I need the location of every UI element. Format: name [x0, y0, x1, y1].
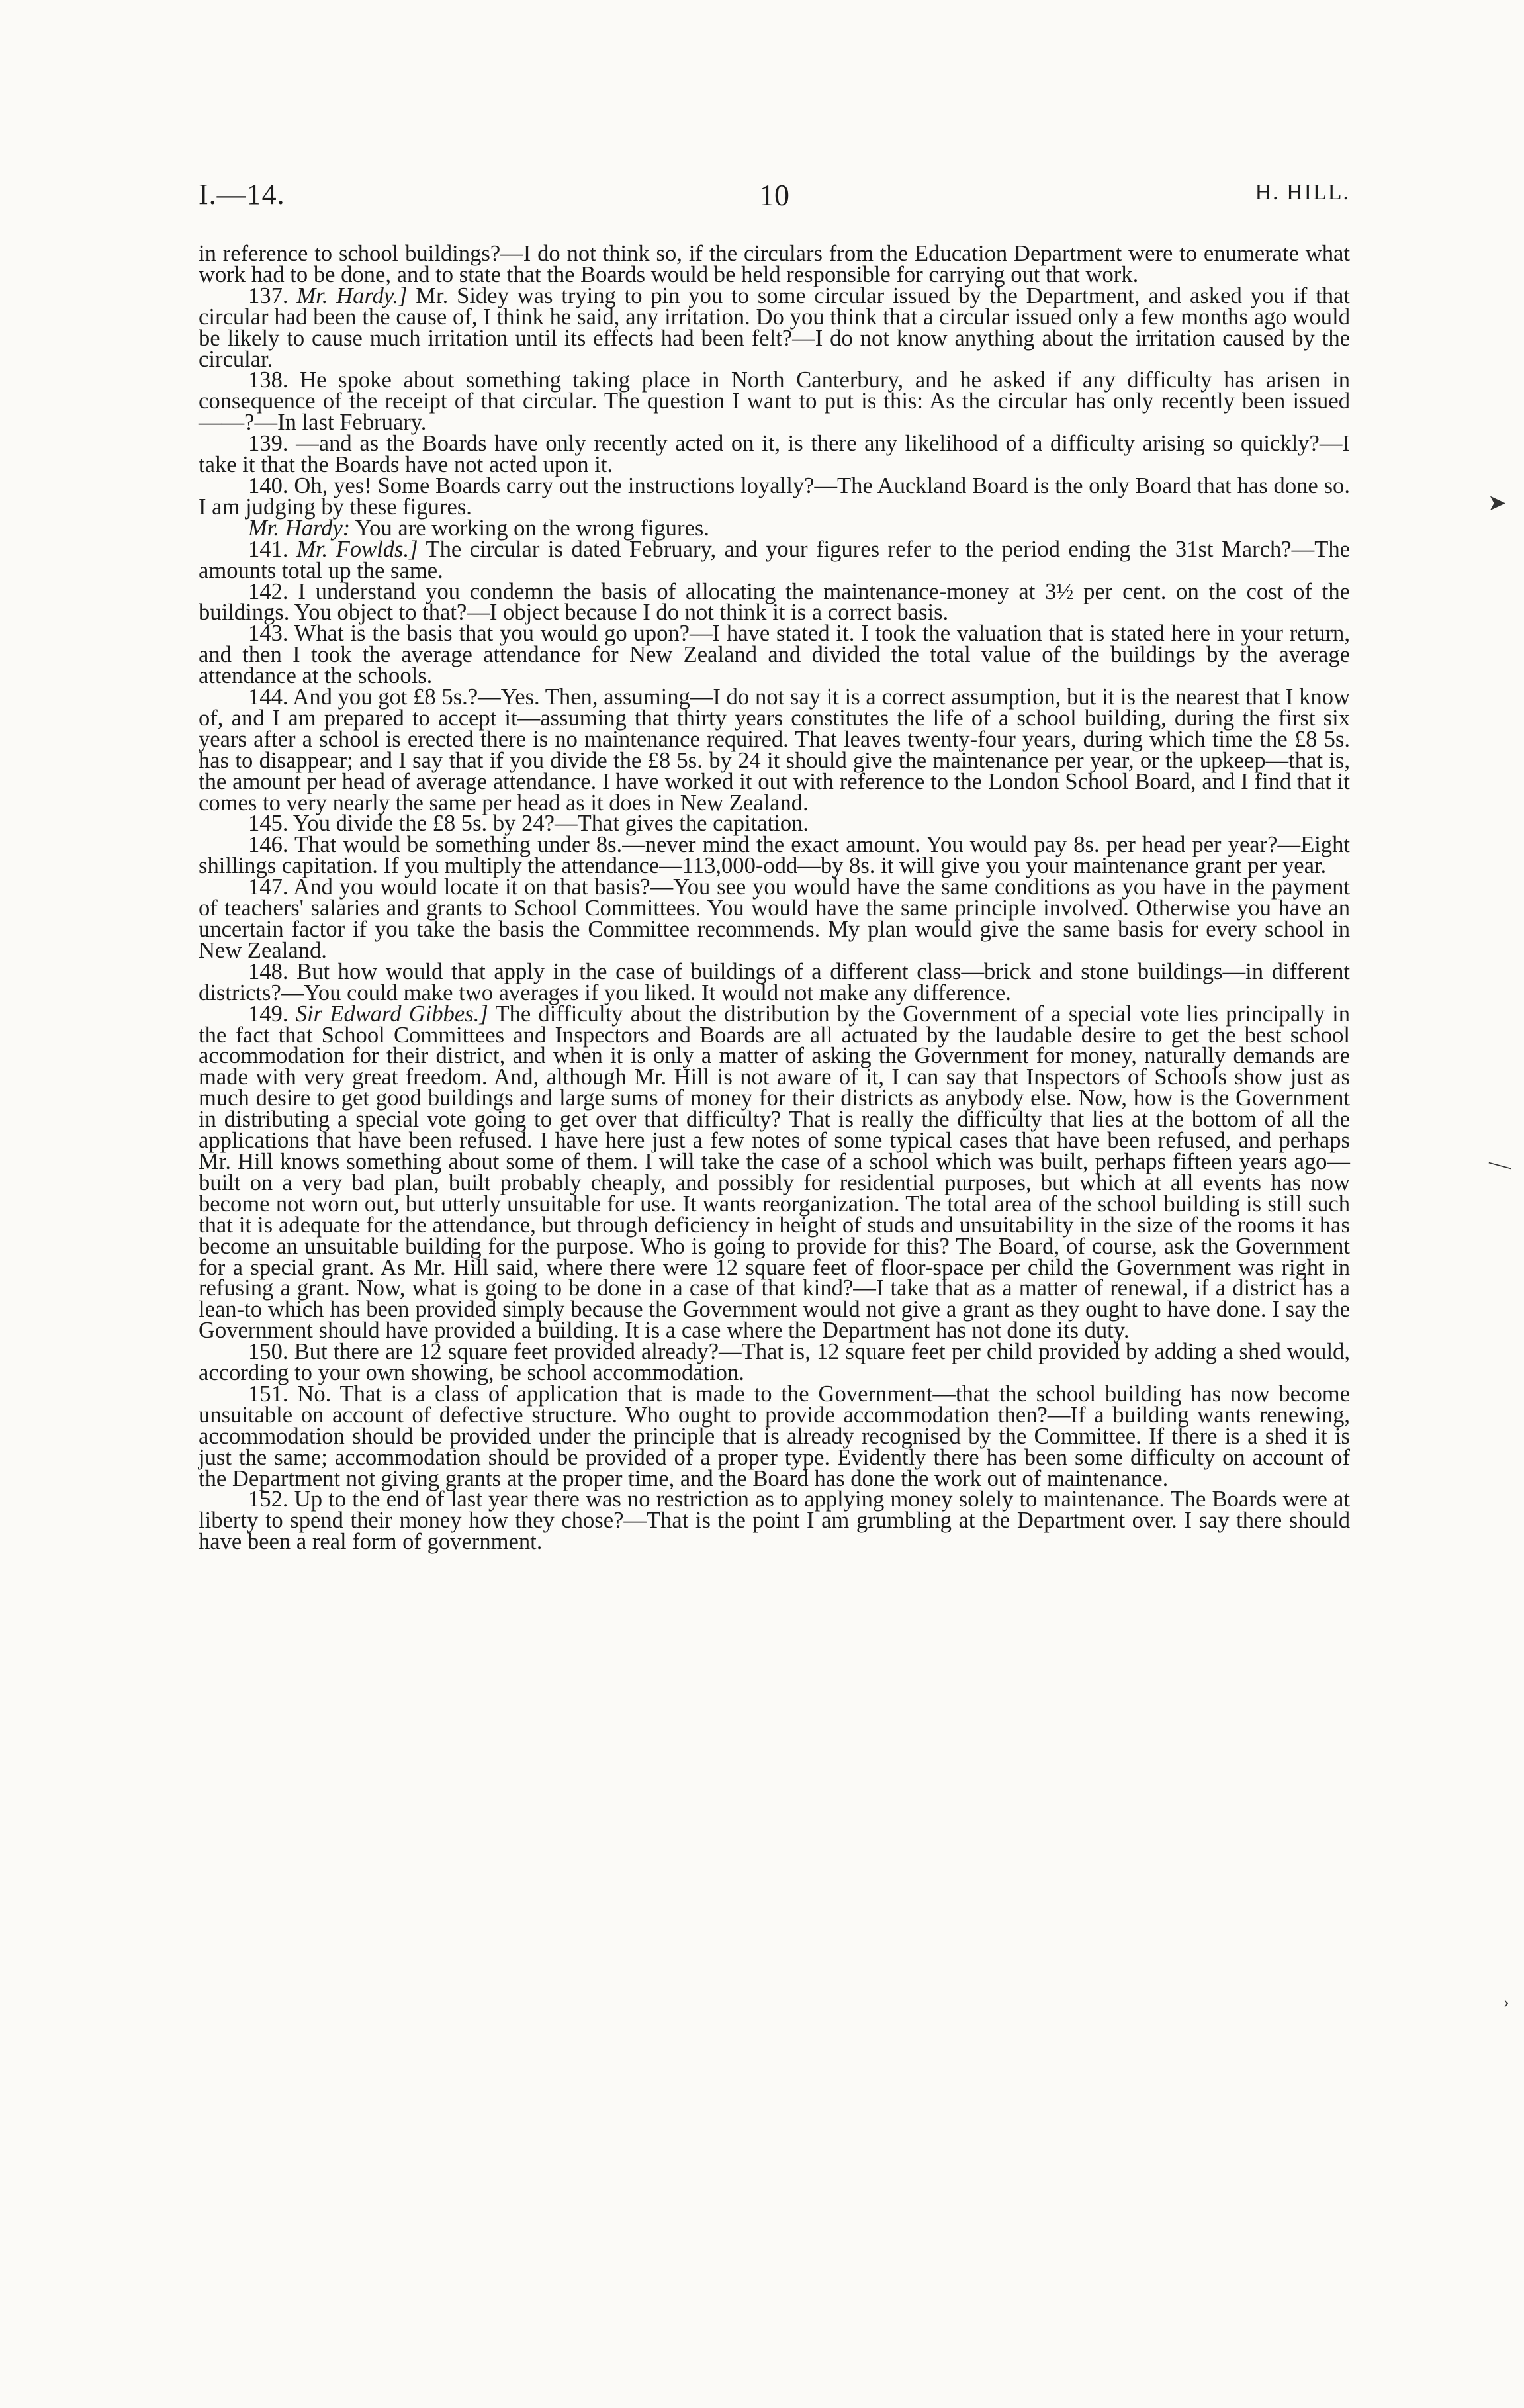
question-152: 152. Up to the end of last year there was no restriction as to applying money solely to maintenance. The Boards were at liberty to spend their money how they chose?—That is the point I am grumbling at the Department over. I say there should have been a real form of government. — [199, 1487, 1350, 1555]
evidence-text — [199, 241, 1351, 1555]
question-149: 149. Sir Edward Gibbes.] The difficulty about the distribution by the Government of a special vote lies principally in the fact that School Committees and Inspectors and Boards are all actuated by the laudable desire to get the best school accommodation for their district, and when it is only a matter of asking the Government for money, naturally demands are made with very great freedom. And, although Mr. Hill is not aware of it, I can say that Inspectors of Schools show just as much desire to get good buildings and large sums of money for their districts as anybody else. Now, how is the Government in distributing a special vote going to get over that difficulty? That is really the difficulty that lies at the bottom of all the applications that have been refused. I have here just a few notes of some typical cases that have been refused, and perhaps Mr. Hill knows something about some of them. I will take the case of a school which was built, perhaps fifteen years ago—built on a very bad plan, built probably cheaply, and possibly for residential purposes, but which at all events has now become not worn out, but utterly unsuitable for use. It wants reorganization. The total area of the school building is still such that it is adequate for the attendance, but through deficiency in height of studs and unsuitability in the size of the rooms it has become an unsuitable building for the purpose. Who is going to provide for this? The Board, of course, ask the Government for a special grant. As Mr. Hill said, where there were 12 square feet of floor-space per child the Government was right in refusing a grant. Now, what is going to be done in a case of that kind?—I take that as a matter of renewal, if a district has a lean-to which has been provided simply because the Government would not give a grant as they ought to have done. I say the Government should have provided a building. It is a case where the Department has not done its duty. — [199, 1001, 1350, 1344]
question-144: 144. And you got £8 5s.?—Yes. Then, assuming—I do not say it is a correct assumption, but it is the nearest that I know of, and I am prepared to accept it—assuming that thirty years constitutes the life of a school building, during the first six years after a school is erected there is no maintenance required. That leaves twenty-four years, during which time the £8 5s. has to disappear; and I say that if you divide the £8 5s. by 24 it should give the maintenance per year, or the upkeep—that is, the amount per head of average attendance. I have worked it out with reference to the London School Board, and I find that it comes to very nearly the same per head as it does in New Zealand. — [199, 684, 1350, 815]
question-148: 148. But how would that apply in the case of buildings of a different class—brick and stone buildings—in different districts?—You could make two averages if you liked. It would not make any difference. — [199, 958, 1350, 1005]
question-140: 140. Oh, yes! Some Boards carry out the instructions loyally?—The Auckland Board is the only Board that has done so. I am judging by these figures. — [199, 473, 1350, 520]
continued-paragraph: in reference to school buildings?—I do not think so, if the circulars from the Education Department were to enumerate what work had to be done, and to state that the Boards would be held responsible for carrying out that work. — [199, 241, 1350, 287]
speaker: Mr. Fowlds.] — [296, 536, 418, 562]
question-142: 142. I understand you condemn the basis of allocating the maintenance-money at 3½ per cent. on the cost of the buildings. You object to that?—I object because I do not think it is a correct basis. — [199, 579, 1350, 625]
interjection: Mr. Hardy: You are working on the wrong figures. — [248, 515, 709, 541]
question-137: 137. Mr. Hardy.] Mr. Sidey was trying to pin you to some circular issued by the Department, and asked you if that circular had been the cause of, I think he said, any irritation. Do you think that a circular issued only a few months ago would be likely to cause much irritation until its effects had been felt?—I do not know anything about the irritation caused by the circular. — [199, 283, 1351, 372]
question-151: 151. No. That is a class of application that is made to the Government—that the school building has now become unsuitable on account of defective structure. Who ought to provide accommodation then?—If a building wants renewing, accommodation should be provided under the principle that is already recognised by the Committee. If there is a shed it is just the same; accommodation should be provided of a proper type. Evidently there has been some difficulty on account of the Department not giving grants at the proper time, and the Board has done the work out of maintenance. — [199, 1381, 1350, 1491]
margin-mark: › — [1503, 1992, 1509, 2012]
question-145: 145. You divide the £8 5s. by 24?—That gives the capitation. — [248, 811, 809, 837]
question-147: 147. And you would locate it on that basis?—You see you would have the same conditions as you have in the payment of teachers' salaries and grants to School Committees. You would have the same principle involved. Otherwise you have an uncertain factor if you take the basis the Committee recommends. My plan would give the same basis for every school in New Zealand. — [199, 874, 1350, 963]
question-139: 139. —and as the Boards have only recently acted on it, is there any likelihood of a difficulty arising so quickly?—I take it that the Boards have not acted upon it. — [199, 431, 1350, 478]
question-141: 141. Mr. Fowlds.] The circular is dated February, and your figures refer to the period ending the 31st March?—The amounts total up the same. — [199, 536, 1350, 583]
speaker: Mr. Hardy: — [248, 515, 351, 541]
question-138: 138. He spoke about something taking place in North Canterbury, and he asked if any difficulty has arisen in consequence of the receipt of that circular. The question I want to put is this: As the circular has only recently been issued——?—In last February. — [199, 367, 1350, 436]
page-header — [199, 177, 1350, 217]
margin-mark: — — [1486, 1149, 1515, 1179]
question-146: 146. That would be something under 8s.—never mind the exact amount. You would pay 8s. per head per year?—Eight shillings capitation. If you multiply the attendance—113,000-odd—by 8s. it will give you your maintenance grant per year. — [199, 832, 1351, 879]
paper-reference: I.—14. — [199, 178, 285, 210]
speaker: Mr. Hardy.] — [296, 283, 408, 308]
page-number: 10 — [759, 178, 789, 212]
speaker: Sir Edward Gibbes.] — [295, 1001, 488, 1027]
question-143: 143. What is the basis that you would go upon?—I have stated it. I took the valuation that is stated here in your return, and then I took the average attendance for New Zealand and divided the total value of the buildings by the average attendance at the schools. — [199, 621, 1350, 689]
margin-mark: ➤ — [1488, 491, 1507, 516]
question-150: 150. But there are 12 square feet provided already?—That is, 12 square feet per child provided by adding a shed would, according to your own showing, be school accommodation. — [199, 1339, 1350, 1386]
witness-name: H. HILL. — [1255, 180, 1350, 205]
